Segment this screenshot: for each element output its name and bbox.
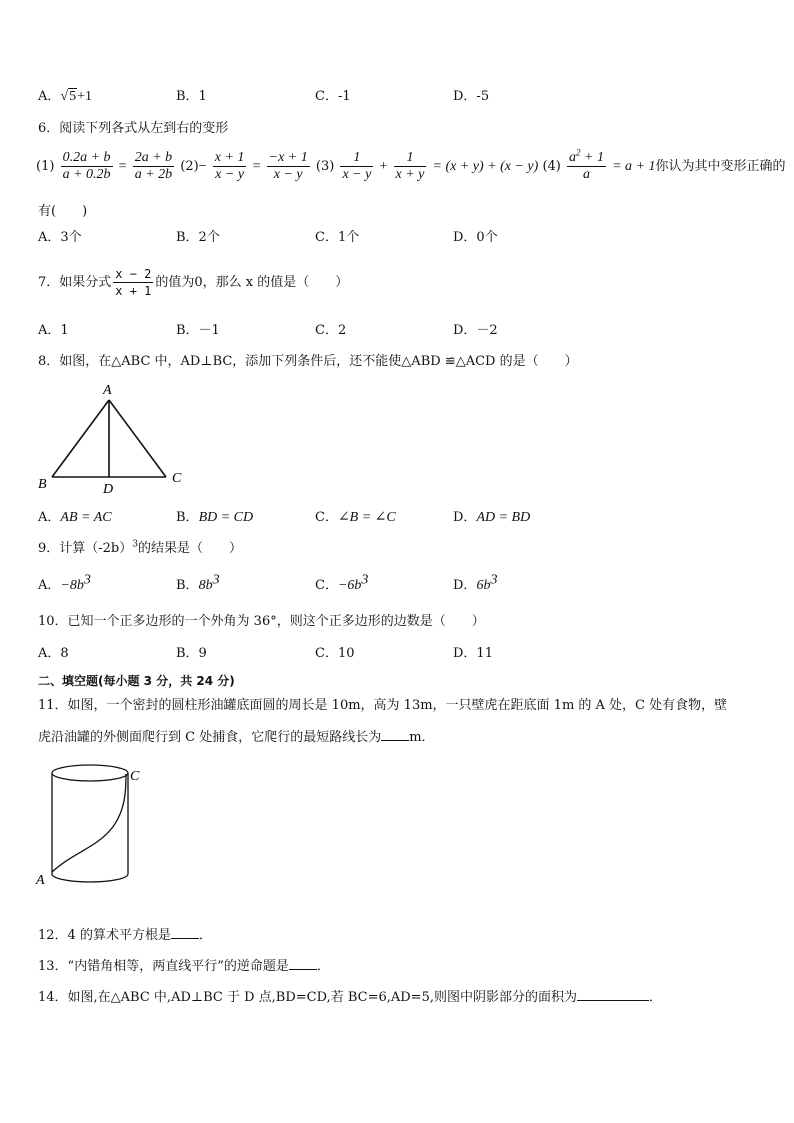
q13-stem: 13．“内错角相等，两直线平行”的逆命题是 ． <box>38 959 330 974</box>
section-title: 二、填空题(每小题 3 分，共 24 分) <box>38 674 235 688</box>
q10-option-d[interactable]: D．11 <box>453 646 493 661</box>
q7-option-d[interactable]: D．－2 <box>453 323 498 338</box>
q7-option-a[interactable]: A．1 <box>38 323 69 338</box>
q6-option-a[interactable]: A．3个 <box>38 230 82 245</box>
q6-option-b[interactable]: B．2个 <box>176 230 220 245</box>
q6-fraction-1: $\frac{0.2a + b}{a + 0.2b}$ <box>62 150 111 182</box>
sqrt-symbol: √5 <box>60 89 77 104</box>
q7-stem: 7．如果分式 $\frac{x - 2}{x + 1}$ 的值为0，那么 x 的值是（ ） <box>38 267 349 298</box>
q6-fraction-6: $\frac{1}{x + y}$ <box>395 150 425 182</box>
cylinder-top <box>52 765 128 781</box>
q6-option-d[interactable]: D．0个 <box>453 230 498 245</box>
answer-blank[interactable] <box>577 988 649 1001</box>
q6-fraction-2: $\frac{2a + b}{a + 2b}$ <box>134 150 173 182</box>
q9-stem: 9．计算$(-2b)^3$的结果是（ ） <box>38 539 243 556</box>
q9-option-b[interactable]: B．$8b^3$ <box>176 572 220 593</box>
q10-option-c[interactable]: C．10 <box>315 646 355 661</box>
q6-fraction-5: $\frac{1}{x - y}$ <box>342 150 372 182</box>
label-a: A <box>36 873 45 888</box>
q7-option-b[interactable]: B．－1 <box>176 323 220 338</box>
q8-option-c[interactable]: C．∠B = ∠C <box>315 510 396 525</box>
q8-option-a[interactable]: A．AB = AC <box>38 510 112 525</box>
q10-option-b[interactable]: B．9 <box>176 646 207 661</box>
q7-fraction: $\frac{x - 2}{x + 1}$ <box>115 267 152 298</box>
q12-stem: 12．4 的算术平方根是 ． <box>38 928 212 943</box>
answer-blank[interactable] <box>171 926 199 939</box>
q6-formula-line: (1) $\frac{0.2a + b}{a + 0.2b}$ = $\frac{2a + b}{a + 2b}$ (2)− $\frac{x + 1}{x - y}$ = $\frac{-x + 1}{x - y}$ (3) $\frac{1}{x - y}$ + $\frac{1}{x + y}$ = (x + y) + (x − y) (4) $\frac{a^2 + 1}{a}$ = a + 1你认为其中变形正确的 <box>36 147 786 182</box>
q5-option-b[interactable]: B．1 <box>176 89 207 104</box>
q11-stem-line2: 虎沿油罐的外侧面爬行到 C 处捕食，它爬行的最短路线长为 m． <box>38 730 435 745</box>
cylinder-bottom <box>52 874 128 882</box>
q11-stem-line1: 11．如图，一个密封的圆柱形油罐底面圆的周长是 10m，高为 13m，一只壁虎在距底面 1m 的 A 处，C 处有食物，壁 <box>38 698 728 713</box>
side-ac <box>109 400 166 477</box>
q11-cylinder-figure <box>34 760 154 900</box>
label-a: A <box>103 383 112 398</box>
q6-fraction-7: $\frac{a^2 + 1}{a}$ <box>569 147 604 182</box>
q8-option-d[interactable]: D．AD = BD <box>453 510 531 525</box>
q6-fraction-4: $\frac{-x + 1}{x - y}$ <box>268 150 308 182</box>
q6-stem: 6．阅读下列各式从左到右的变形 <box>38 121 229 136</box>
q14-stem: 14．如图,在△ABC 中,AD⊥BC 于 D 点,BD=CD,若 BC=6,AD=5,则图中阴影部分的面积为 ． <box>38 990 662 1005</box>
answer-blank[interactable] <box>381 728 409 741</box>
q7-option-c[interactable]: C．2 <box>315 323 347 338</box>
q5-option-c[interactable]: C．-1 <box>315 89 351 104</box>
q9-option-c[interactable]: C．$-6b^3$ <box>315 572 369 593</box>
q9-option-d[interactable]: D．$6b^3$ <box>453 572 498 593</box>
q9-option-a[interactable]: A．$-8b^3$ <box>38 572 91 593</box>
q6-stem-cont: 有( ) <box>38 204 88 219</box>
q8-triangle-figure <box>34 378 194 498</box>
q5-option-d[interactable]: D．-5 <box>453 89 490 104</box>
label-b: B <box>38 477 47 492</box>
q8-option-b[interactable]: B．BD = CD <box>176 510 254 525</box>
q10-stem: 10．已知一个正多边形的一个外角为 36°，则这个正多边形的边数是（ ） <box>38 614 485 629</box>
label-c: C <box>130 769 140 784</box>
label-d: D <box>103 482 114 497</box>
q5-option-a[interactable]: A．√5+1 <box>38 89 92 104</box>
label-c: C <box>172 471 182 486</box>
q8-stem: 8．如图，在△ABC 中，AD⊥BC，添加下列条件后，还不能使△ABD ≌△ACD 的是（ ） <box>38 354 578 369</box>
q6-option-c[interactable]: C．1个 <box>315 230 360 245</box>
answer-blank[interactable] <box>289 957 317 970</box>
crawl-path <box>52 774 126 872</box>
q10-option-a[interactable]: A．8 <box>38 646 69 661</box>
side-ab <box>52 400 109 477</box>
q6-fraction-3: $\frac{x + 1}{x - y}$ <box>214 150 245 182</box>
